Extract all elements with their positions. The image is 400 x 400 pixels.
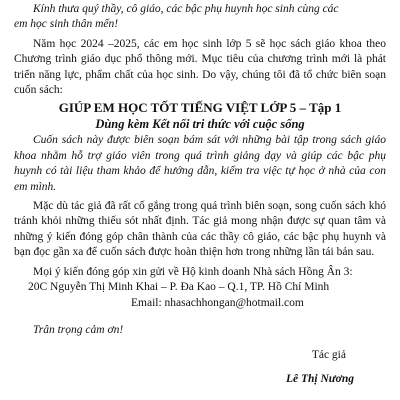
closing-text: Trân trọng cảm ơn! — [33, 323, 124, 336]
email-address: nhasachhongan@hotmail.com — [164, 296, 304, 309]
contact-intro: Mọi ý kiến đóng góp xin gửi về Hộ kinh doanh Nhà sách Hồng Ân 3: — [33, 265, 353, 278]
intro-paragraph: Năm học 2024 –2025, các em học sinh lớp 5 sẽ học sách giáo khoa theo Chương trình giáo dục phổ thông mới. Mục tiêu của chương trình mới là phát triển năng lực, phẩm chất của học sinh. Do vậy, chúng tôi đã tổ chức biên soạn cuốn sách: — [14, 37, 386, 97]
email-label: Email: — [131, 296, 162, 309]
signature-label: Tác giả — [311, 349, 346, 362]
feedback-paragraph: Mặc dù tác giả đã rất cố gắng trong quá trình biên soạn, song cuốn sách khó tránh khỏi những thiếu sót nhất định. Tác giả mong nhận được sự quan tâm và những ý kiến đóng góp chân thành của các thầy cô giáo, các bậc phụ huynh và bạn đọc gần xa để cuốn sách được hoàn thiện hơn trong những lần tái bản sau. — [14, 200, 386, 259]
book-subtitle: Dùng kèm Kết nối tri thức với cuộc sống — [95, 117, 305, 132]
greeting-line-2: em học sinh thân mến! — [14, 18, 119, 31]
purpose-paragraph: Cuốn sách này được biên soạn bám sát với những bài tập trong sách giáo khoa nhằm hỗ trợ giáo viên trong quá trình giảng dạy và giúp các bậc phụ huynh có tài liệu tham khảo để hướng dẫn, kiểm tra việc tự học ở nhà của con em mình. — [14, 134, 386, 193]
book-title: GIÚP EM HỌC TỐT TIẾNG VIỆT LỚP 5 – Tập 1 — [58, 100, 342, 116]
contact-email-line — [14, 296, 386, 311]
greeting-line-1: Kính thưa quý thầy, cô giáo, các bậc phụ huynh học sinh cùng các — [33, 3, 339, 15]
contact-address: 20C Nguyễn Thị Minh Khai – P. Đa Kao – Q.1, TP. Hồ Chí Minh — [28, 281, 330, 294]
author-name: Lê Thị Nương — [285, 372, 354, 385]
